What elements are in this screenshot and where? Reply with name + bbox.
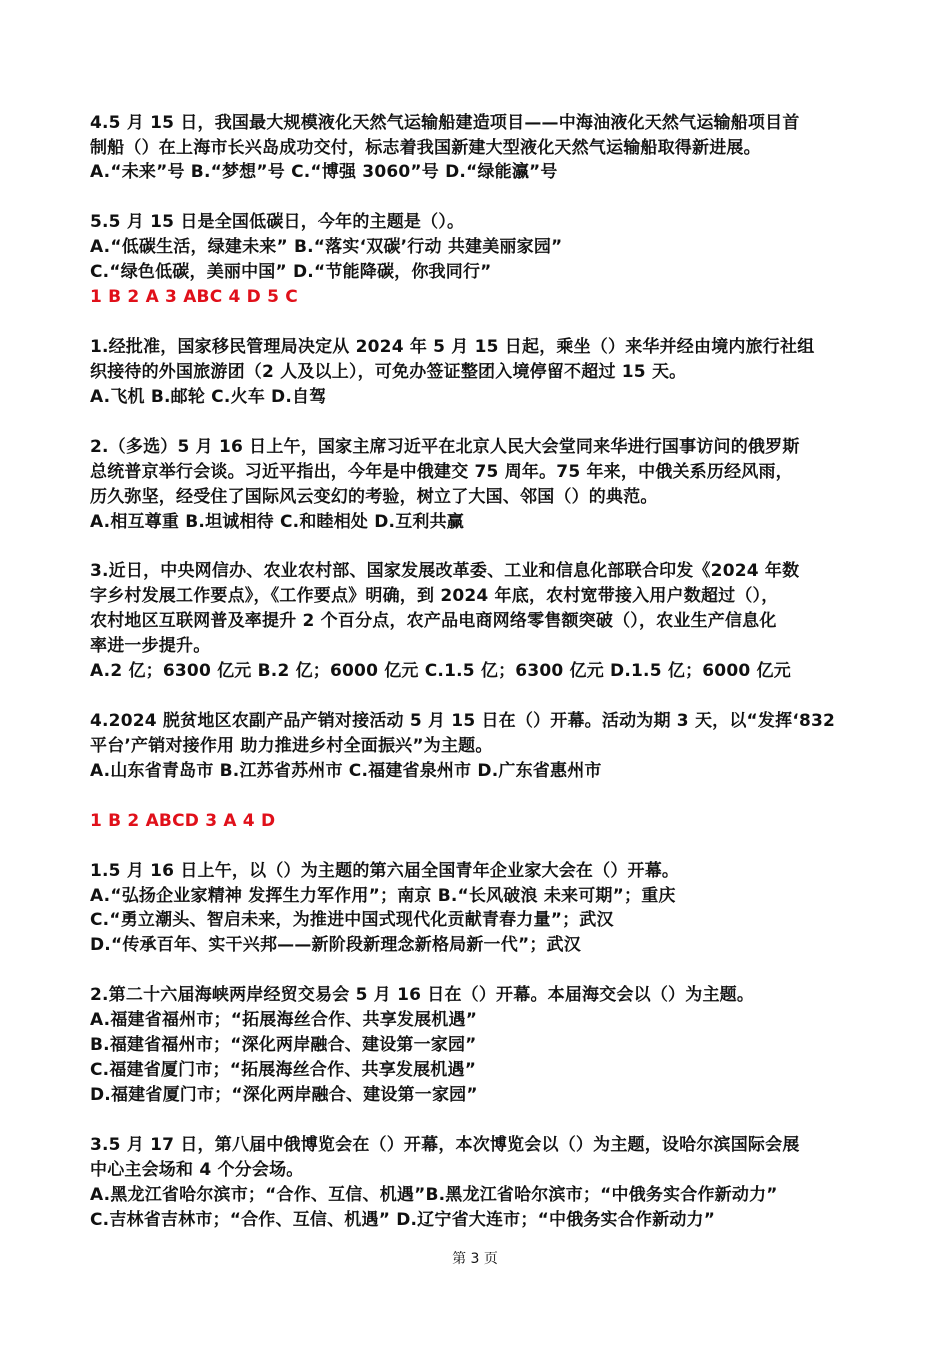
text-line: 农村地区互联网普及率提升 2 个百分点，农产品电商网络零售额突破（），农业生产信息化: [90, 611, 777, 631]
text-line: C.吉林省吉林市；“合作、互信、机遇” D.辽宁省大连市；“中俄务实合作新动力”: [90, 1210, 716, 1230]
text-line: 字乡村发展工作要点》，《工作要点》明确，到 2024 年底，农村宽带接入用户数超过（），: [90, 586, 779, 606]
text-line: 平台’产销对接作用 助力推进乡村全面振兴”为主题。: [90, 736, 493, 756]
text-line: 历久弥坚，经受住了国际风云变幻的考验，树立了大国、邻国（）的典范。: [90, 487, 658, 507]
text-line: A.飞机 B.邮轮 C.火车 D.自驾: [90, 387, 327, 407]
text-line: 总统普京举行会谈。习近平指出，今年是中俄建交 75 周年。75 年来，中俄关系历经风雨，: [90, 462, 793, 482]
text-line: 织接待的外国旅游团（2 人及以上），可免办签证整团入境停留不超过 15 天。: [90, 362, 687, 382]
text-line: 中心主会场和 4 个分会场。: [90, 1160, 304, 1180]
text-line: 1.经批准，国家移民管理局决定从 2024 年 5 月 15 日起，乘坐（）来华并经由境内旅行社组: [90, 337, 815, 357]
text-line: 制船（）在上海市长兴岛成功交付，标志着我国新建大型液化天然气运输船取得新进展。: [90, 138, 761, 158]
text-line: 2.（多选）5 月 16 日上午，国家主席习近平在北京人民大会堂同来华进行国事访问的俄罗斯: [90, 437, 800, 457]
text-line: 4.2024 脱贫地区农副产品产销对接活动 5 月 15 日在（）开幕。活动为期 3 天，以“发挥‘832: [90, 711, 836, 731]
text-line: A.“低碳生活，绿建未来” B.“落实‘双碳’行动 共建美丽家园”: [90, 237, 563, 257]
text-line: D.“传承百年、实干兴邦——新阶段新理念新格局新一代”；武汉: [90, 935, 581, 955]
text-line: C.福建省厦门市；“拓展海丝合作、共享发展机遇”: [90, 1060, 477, 1080]
text-line: A.“未来”号 B.“梦想”号 C.“博强 3060”号 D.“绿能瀛”号: [90, 162, 558, 182]
text-line: A.黑龙江省哈尔滨市；“合作、互信、机遇”B.黑龙江省哈尔滨市；“中俄务实合作新动力”: [90, 1185, 778, 1205]
text-line: D.福建省厦门市；“深化两岸融合、建设第一家园”: [90, 1085, 478, 1105]
text-line: 3.近日，中央网信办、农业农村部、国家发展改革委、工业和信息化部联合印发《2024 年数: [90, 561, 800, 581]
text-line: A.2 亿；6300 亿元 B.2 亿；6000 亿元 C.1.5 亿；6300 亿元 D.1.5 亿；6000 亿元: [90, 661, 791, 681]
answer-key-line: 1 B 2 ABCD 3 A 4 D: [90, 811, 276, 831]
page-number: 第 3 页: [452, 1251, 498, 1267]
text-line: 5.5 月 15 日是全国低碳日，今年的主题是（）。: [90, 212, 465, 232]
text-line: A.福建省福州市；“拓展海丝合作、共享发展机遇”: [90, 1010, 478, 1030]
text-line: 2.第二十六届海峡两岸经贸交易会 5 月 16 日在（）开幕。本届海交会以（）为主题。: [90, 985, 755, 1005]
text-line: B.福建省福州市；“深化两岸融合、建设第一家园”: [90, 1035, 477, 1055]
text-line: A.相互尊重 B.坦诚相待 C.和睦相处 D.互利共赢: [90, 512, 465, 532]
text-line: A.山东省青岛市 B.江苏省苏州市 C.福建省泉州市 D.广东省惠州市: [90, 761, 602, 781]
text-line: 率进一步提升。: [90, 636, 211, 656]
text-line: 4.5 月 15 日，我国最大规模液化天然气运输船建造项目——中海油液化天然气运输船项目首: [90, 113, 800, 133]
text-line: A.“弘扬企业家精神 发挥生力军作用”；南京 B.“长风破浪 未来可期”；重庆: [90, 886, 676, 906]
text-line: 3.5 月 17 日，第八届中俄博览会在（）开幕，本次博览会以（）为主题，设哈尔滨国际会展: [90, 1135, 800, 1155]
text-line: C.“勇立潮头、智启未来，为推进中国式现代化贡献青春力量”；武汉: [90, 910, 614, 930]
text-line: 1.5 月 16 日上午，以（）为主题的第六届全国青年企业家大会在（）开幕。: [90, 861, 680, 881]
answer-key-line: 1 B 2 A 3 ABC 4 D 5 C: [90, 287, 298, 307]
text-line: C.“绿色低碳，美丽中国” D.“节能降碳，你我同行”: [90, 262, 492, 282]
